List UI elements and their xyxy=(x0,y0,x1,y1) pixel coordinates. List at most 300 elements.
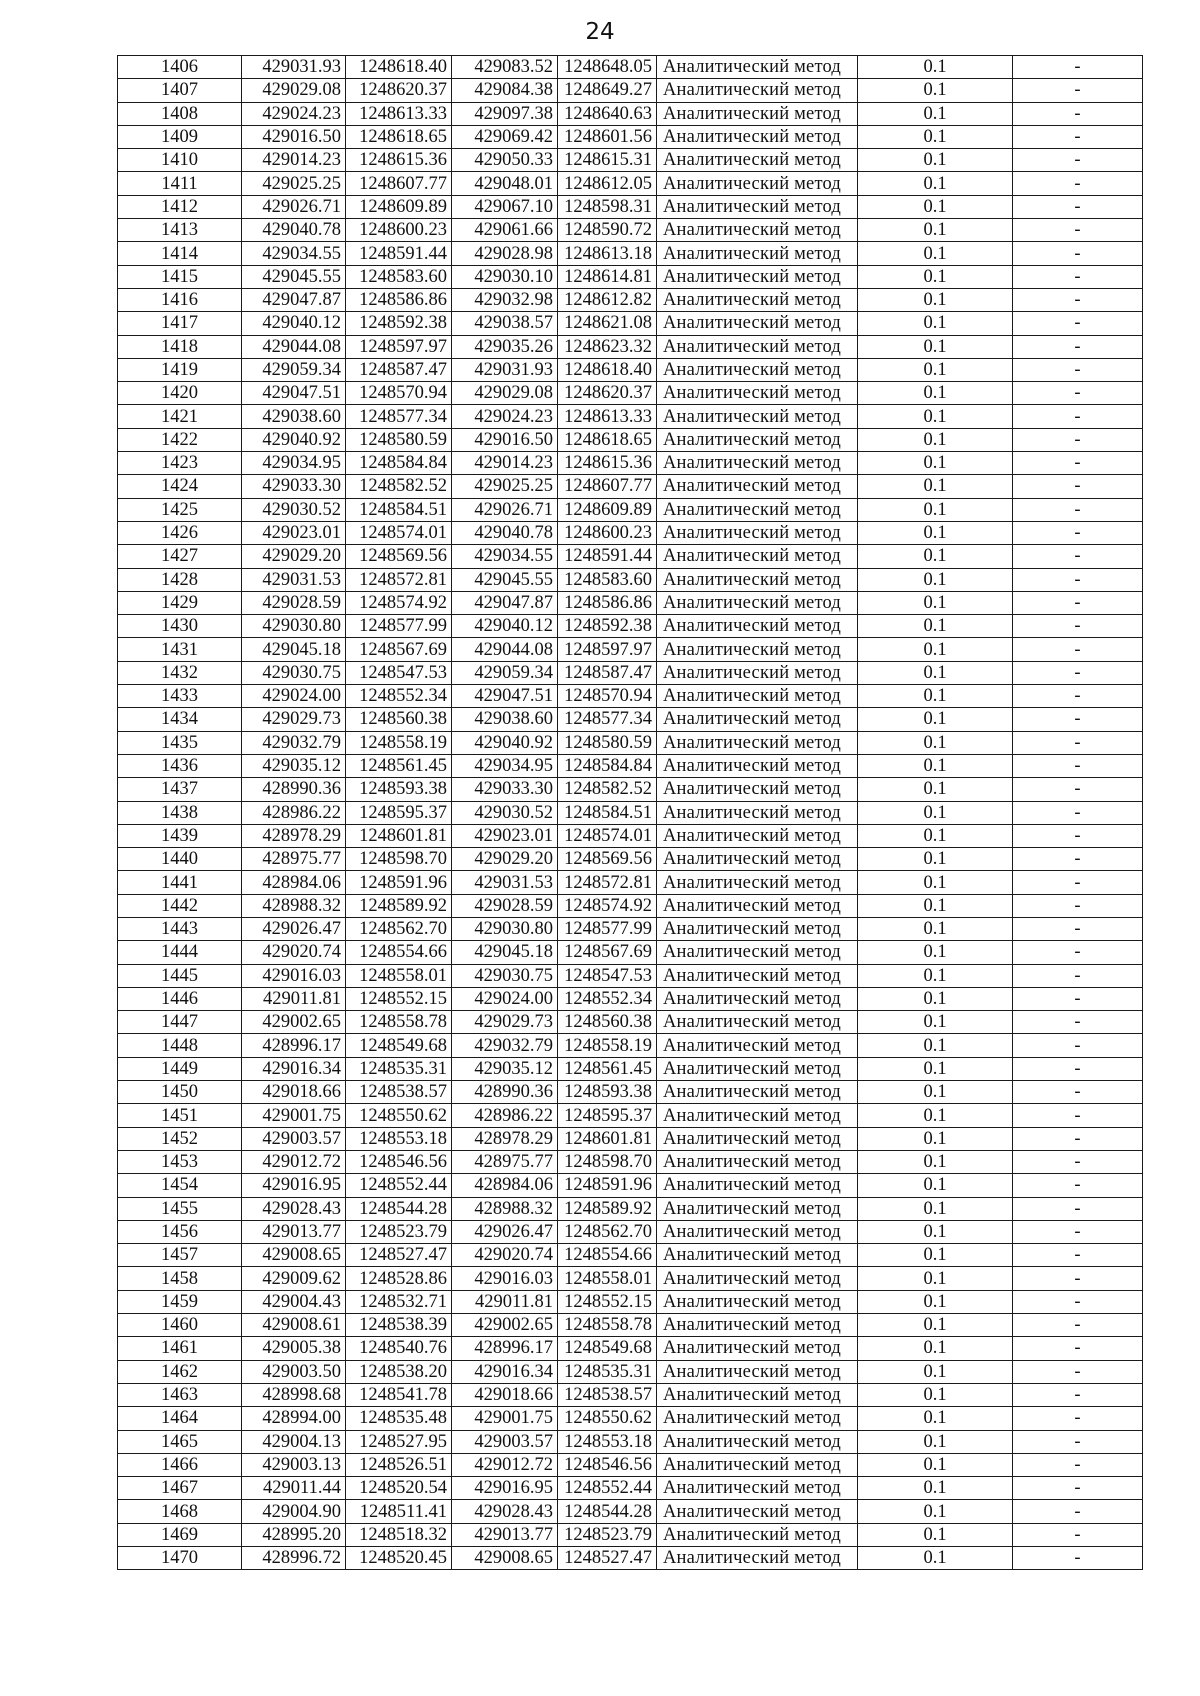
note-cell: - xyxy=(1013,242,1143,265)
method-cell: Аналитический метод xyxy=(657,568,858,591)
x-end-cell: 429031.53 xyxy=(452,871,558,894)
method-cell: Аналитический метод xyxy=(657,1220,858,1243)
accuracy-cell: 0.1 xyxy=(858,1360,1013,1383)
accuracy-cell: 0.1 xyxy=(858,871,1013,894)
note-cell: - xyxy=(1013,1383,1143,1406)
x-start-cell: 429012.72 xyxy=(242,1150,346,1173)
method-cell: Аналитический метод xyxy=(657,708,858,731)
x-end-cell: 428978.29 xyxy=(452,1127,558,1150)
y-start-cell: 1248569.56 xyxy=(346,545,452,568)
y-start-cell: 1248598.70 xyxy=(346,848,452,871)
note-cell: - xyxy=(1013,941,1143,964)
accuracy-cell: 0.1 xyxy=(858,1011,1013,1034)
y-end-cell: 1248615.36 xyxy=(558,452,657,475)
note-cell: - xyxy=(1013,685,1143,708)
y-end-cell: 1248572.81 xyxy=(558,871,657,894)
x-end-cell: 429008.65 xyxy=(452,1547,558,1570)
note-cell: - xyxy=(1013,452,1143,475)
method-cell: Аналитический метод xyxy=(657,1104,858,1127)
method-cell: Аналитический метод xyxy=(657,638,858,661)
y-start-cell: 1248546.56 xyxy=(346,1150,452,1173)
y-start-cell: 1248584.84 xyxy=(346,452,452,475)
y-start-cell: 1248574.01 xyxy=(346,521,452,544)
y-end-cell: 1248649.27 xyxy=(558,79,657,102)
point-number-cell: 1457 xyxy=(118,1244,242,1267)
point-number-cell: 1451 xyxy=(118,1104,242,1127)
table-row xyxy=(118,661,1143,684)
method-cell: Аналитический метод xyxy=(657,731,858,754)
x-start-cell: 429008.61 xyxy=(242,1314,346,1337)
point-number-cell: 1454 xyxy=(118,1174,242,1197)
y-end-cell: 1248549.68 xyxy=(558,1337,657,1360)
y-end-cell: 1248580.59 xyxy=(558,731,657,754)
x-start-cell: 429030.80 xyxy=(242,615,346,638)
note-cell: - xyxy=(1013,1407,1143,1430)
note-cell: - xyxy=(1013,1477,1143,1500)
x-end-cell: 428988.32 xyxy=(452,1197,558,1220)
note-cell: - xyxy=(1013,172,1143,195)
accuracy-cell: 0.1 xyxy=(858,219,1013,242)
point-number-cell: 1419 xyxy=(118,358,242,381)
accuracy-cell: 0.1 xyxy=(858,1174,1013,1197)
point-number-cell: 1465 xyxy=(118,1430,242,1453)
accuracy-cell: 0.1 xyxy=(858,1290,1013,1313)
note-cell: - xyxy=(1013,894,1143,917)
method-cell: Аналитический метод xyxy=(657,195,858,218)
note-cell: - xyxy=(1013,917,1143,940)
y-end-cell: 1248618.65 xyxy=(558,428,657,451)
table-row xyxy=(118,1220,1143,1243)
x-start-cell: 428978.29 xyxy=(242,824,346,847)
x-end-cell: 429038.60 xyxy=(452,708,558,731)
y-end-cell: 1248550.62 xyxy=(558,1407,657,1430)
x-end-cell: 429028.43 xyxy=(452,1500,558,1523)
y-start-cell: 1248527.47 xyxy=(346,1244,452,1267)
table-row xyxy=(118,288,1143,311)
note-cell: - xyxy=(1013,56,1143,79)
table-row xyxy=(118,638,1143,661)
accuracy-cell: 0.1 xyxy=(858,1523,1013,1546)
table-row xyxy=(118,801,1143,824)
y-end-cell: 1248612.05 xyxy=(558,172,657,195)
x-start-cell: 429034.55 xyxy=(242,242,346,265)
y-end-cell: 1248595.37 xyxy=(558,1104,657,1127)
method-cell: Аналитический метод xyxy=(657,685,858,708)
x-start-cell: 429020.74 xyxy=(242,941,346,964)
point-number-cell: 1441 xyxy=(118,871,242,894)
point-number-cell: 1458 xyxy=(118,1267,242,1290)
y-start-cell: 1248527.95 xyxy=(346,1430,452,1453)
table-row xyxy=(118,475,1143,498)
point-number-cell: 1433 xyxy=(118,685,242,708)
method-cell: Аналитический метод xyxy=(657,79,858,102)
note-cell: - xyxy=(1013,964,1143,987)
x-end-cell: 429034.95 xyxy=(452,754,558,777)
accuracy-cell: 0.1 xyxy=(858,778,1013,801)
x-start-cell: 429004.13 xyxy=(242,1430,346,1453)
y-start-cell: 1248552.15 xyxy=(346,987,452,1010)
x-end-cell: 429026.47 xyxy=(452,1220,558,1243)
table-row xyxy=(118,871,1143,894)
point-number-cell: 1456 xyxy=(118,1220,242,1243)
y-start-cell: 1248567.69 xyxy=(346,638,452,661)
y-start-cell: 1248538.39 xyxy=(346,1314,452,1337)
x-end-cell: 429016.03 xyxy=(452,1267,558,1290)
y-start-cell: 1248582.52 xyxy=(346,475,452,498)
table-row xyxy=(118,219,1143,242)
point-number-cell: 1410 xyxy=(118,149,242,172)
method-cell: Аналитический метод xyxy=(657,661,858,684)
table-row xyxy=(118,79,1143,102)
x-end-cell: 429045.55 xyxy=(452,568,558,591)
accuracy-cell: 0.1 xyxy=(858,1267,1013,1290)
note-cell: - xyxy=(1013,125,1143,148)
y-start-cell: 1248526.51 xyxy=(346,1453,452,1476)
table-row xyxy=(118,568,1143,591)
table-row xyxy=(118,731,1143,754)
accuracy-cell: 0.1 xyxy=(858,452,1013,475)
point-number-cell: 1425 xyxy=(118,498,242,521)
method-cell: Аналитический метод xyxy=(657,288,858,311)
accuracy-cell: 0.1 xyxy=(858,172,1013,195)
x-end-cell: 429030.52 xyxy=(452,801,558,824)
accuracy-cell: 0.1 xyxy=(858,917,1013,940)
y-start-cell: 1248595.37 xyxy=(346,801,452,824)
x-end-cell: 429031.93 xyxy=(452,358,558,381)
x-end-cell: 429023.01 xyxy=(452,824,558,847)
x-start-cell: 429031.93 xyxy=(242,56,346,79)
table-row xyxy=(118,1104,1143,1127)
accuracy-cell: 0.1 xyxy=(858,941,1013,964)
accuracy-cell: 0.1 xyxy=(858,1104,1013,1127)
table-row xyxy=(118,1430,1143,1453)
method-cell: Аналитический метод xyxy=(657,56,858,79)
accuracy-cell: 0.1 xyxy=(858,242,1013,265)
accuracy-cell: 0.1 xyxy=(858,894,1013,917)
table-row xyxy=(118,1011,1143,1034)
y-start-cell: 1248538.57 xyxy=(346,1081,452,1104)
point-number-cell: 1408 xyxy=(118,102,242,125)
method-cell: Аналитический метод xyxy=(657,428,858,451)
note-cell: - xyxy=(1013,1127,1143,1150)
table-row xyxy=(118,125,1143,148)
method-cell: Аналитический метод xyxy=(657,452,858,475)
x-end-cell: 429028.98 xyxy=(452,242,558,265)
x-start-cell: 428988.32 xyxy=(242,894,346,917)
note-cell: - xyxy=(1013,638,1143,661)
table-row xyxy=(118,358,1143,381)
accuracy-cell: 0.1 xyxy=(858,848,1013,871)
x-start-cell: 429047.51 xyxy=(242,382,346,405)
y-end-cell: 1248589.92 xyxy=(558,1197,657,1220)
y-start-cell: 1248553.18 xyxy=(346,1127,452,1150)
y-end-cell: 1248577.34 xyxy=(558,708,657,731)
note-cell: - xyxy=(1013,778,1143,801)
x-end-cell: 429014.23 xyxy=(452,452,558,475)
y-end-cell: 1248612.82 xyxy=(558,288,657,311)
y-end-cell: 1248600.23 xyxy=(558,521,657,544)
point-number-cell: 1407 xyxy=(118,79,242,102)
x-start-cell: 429026.47 xyxy=(242,917,346,940)
y-start-cell: 1248558.78 xyxy=(346,1011,452,1034)
y-end-cell: 1248601.81 xyxy=(558,1127,657,1150)
table-row xyxy=(118,452,1143,475)
y-end-cell: 1248553.18 xyxy=(558,1430,657,1453)
y-start-cell: 1248523.79 xyxy=(346,1220,452,1243)
table-row xyxy=(118,1523,1143,1546)
x-end-cell: 429001.75 xyxy=(452,1407,558,1430)
x-start-cell: 428990.36 xyxy=(242,778,346,801)
table-row xyxy=(118,1477,1143,1500)
x-start-cell: 428994.00 xyxy=(242,1407,346,1430)
y-start-cell: 1248549.68 xyxy=(346,1034,452,1057)
point-number-cell: 1406 xyxy=(118,56,242,79)
note-cell: - xyxy=(1013,848,1143,871)
accuracy-cell: 0.1 xyxy=(858,102,1013,125)
y-start-cell: 1248547.53 xyxy=(346,661,452,684)
y-end-cell: 1248586.86 xyxy=(558,591,657,614)
y-start-cell: 1248583.60 xyxy=(346,265,452,288)
y-start-cell: 1248592.38 xyxy=(346,312,452,335)
point-number-cell: 1413 xyxy=(118,219,242,242)
method-cell: Аналитический метод xyxy=(657,1174,858,1197)
method-cell: Аналитический метод xyxy=(657,615,858,638)
note-cell: - xyxy=(1013,1430,1143,1453)
point-number-cell: 1409 xyxy=(118,125,242,148)
x-end-cell: 428990.36 xyxy=(452,1081,558,1104)
accuracy-cell: 0.1 xyxy=(858,731,1013,754)
point-number-cell: 1435 xyxy=(118,731,242,754)
y-end-cell: 1248623.32 xyxy=(558,335,657,358)
accuracy-cell: 0.1 xyxy=(858,405,1013,428)
x-end-cell: 429020.74 xyxy=(452,1244,558,1267)
table-row xyxy=(118,1547,1143,1570)
x-end-cell: 429016.50 xyxy=(452,428,558,451)
x-end-cell: 429002.65 xyxy=(452,1314,558,1337)
method-cell: Аналитический метод xyxy=(657,1453,858,1476)
table-row xyxy=(118,149,1143,172)
accuracy-cell: 0.1 xyxy=(858,685,1013,708)
x-start-cell: 429028.59 xyxy=(242,591,346,614)
x-start-cell: 429005.38 xyxy=(242,1337,346,1360)
table-row xyxy=(118,1383,1143,1406)
method-cell: Аналитический метод xyxy=(657,475,858,498)
note-cell: - xyxy=(1013,358,1143,381)
x-end-cell: 429035.12 xyxy=(452,1057,558,1080)
note-cell: - xyxy=(1013,801,1143,824)
method-cell: Аналитический метод xyxy=(657,149,858,172)
table-row xyxy=(118,335,1143,358)
x-end-cell: 429025.25 xyxy=(452,475,558,498)
y-start-cell: 1248558.01 xyxy=(346,964,452,987)
x-start-cell: 429016.50 xyxy=(242,125,346,148)
x-start-cell: 429016.95 xyxy=(242,1174,346,1197)
table-row xyxy=(118,917,1143,940)
y-end-cell: 1248552.15 xyxy=(558,1290,657,1313)
y-start-cell: 1248552.34 xyxy=(346,685,452,708)
method-cell: Аналитический метод xyxy=(657,498,858,521)
y-start-cell: 1248538.20 xyxy=(346,1360,452,1383)
y-end-cell: 1248597.97 xyxy=(558,638,657,661)
point-number-cell: 1460 xyxy=(118,1314,242,1337)
point-number-cell: 1429 xyxy=(118,591,242,614)
accuracy-cell: 0.1 xyxy=(858,824,1013,847)
point-number-cell: 1449 xyxy=(118,1057,242,1080)
y-start-cell: 1248540.76 xyxy=(346,1337,452,1360)
x-end-cell: 429038.57 xyxy=(452,312,558,335)
accuracy-cell: 0.1 xyxy=(858,1383,1013,1406)
point-number-cell: 1426 xyxy=(118,521,242,544)
table-row xyxy=(118,1337,1143,1360)
y-start-cell: 1248520.54 xyxy=(346,1477,452,1500)
method-cell: Аналитический метод xyxy=(657,1244,858,1267)
method-cell: Аналитический метод xyxy=(657,894,858,917)
y-end-cell: 1248621.08 xyxy=(558,312,657,335)
table-row xyxy=(118,615,1143,638)
note-cell: - xyxy=(1013,405,1143,428)
x-end-cell: 429024.23 xyxy=(452,405,558,428)
table-row xyxy=(118,172,1143,195)
x-end-cell: 428996.17 xyxy=(452,1337,558,1360)
x-end-cell: 429045.18 xyxy=(452,941,558,964)
accuracy-cell: 0.1 xyxy=(858,1034,1013,1057)
method-cell: Аналитический метод xyxy=(657,1407,858,1430)
y-end-cell: 1248546.56 xyxy=(558,1453,657,1476)
point-number-cell: 1459 xyxy=(118,1290,242,1313)
note-cell: - xyxy=(1013,615,1143,638)
x-start-cell: 428975.77 xyxy=(242,848,346,871)
x-end-cell: 429034.55 xyxy=(452,545,558,568)
x-start-cell: 429040.12 xyxy=(242,312,346,335)
point-number-cell: 1461 xyxy=(118,1337,242,1360)
y-start-cell: 1248570.94 xyxy=(346,382,452,405)
table-row xyxy=(118,312,1143,335)
accuracy-cell: 0.1 xyxy=(858,545,1013,568)
x-start-cell: 428998.68 xyxy=(242,1383,346,1406)
method-cell: Аналитический метод xyxy=(657,917,858,940)
table-row xyxy=(118,591,1143,614)
point-number-cell: 1468 xyxy=(118,1500,242,1523)
point-number-cell: 1416 xyxy=(118,288,242,311)
point-number-cell: 1442 xyxy=(118,894,242,917)
y-end-cell: 1248609.89 xyxy=(558,498,657,521)
y-start-cell: 1248511.41 xyxy=(346,1500,452,1523)
note-cell: - xyxy=(1013,312,1143,335)
x-start-cell: 429045.18 xyxy=(242,638,346,661)
y-end-cell: 1248552.34 xyxy=(558,987,657,1010)
x-start-cell: 429044.08 xyxy=(242,335,346,358)
y-start-cell: 1248520.45 xyxy=(346,1547,452,1570)
x-end-cell: 429029.20 xyxy=(452,848,558,871)
x-end-cell: 429044.08 xyxy=(452,638,558,661)
y-start-cell: 1248584.51 xyxy=(346,498,452,521)
point-number-cell: 1448 xyxy=(118,1034,242,1057)
x-end-cell: 429067.10 xyxy=(452,195,558,218)
table-row xyxy=(118,1150,1143,1173)
x-start-cell: 429002.65 xyxy=(242,1011,346,1034)
x-end-cell: 429018.66 xyxy=(452,1383,558,1406)
table-row xyxy=(118,1081,1143,1104)
method-cell: Аналитический метод xyxy=(657,219,858,242)
x-start-cell: 429016.34 xyxy=(242,1057,346,1080)
accuracy-cell: 0.1 xyxy=(858,265,1013,288)
accuracy-cell: 0.1 xyxy=(858,1477,1013,1500)
note-cell: - xyxy=(1013,1220,1143,1243)
x-end-cell: 429028.59 xyxy=(452,894,558,917)
accuracy-cell: 0.1 xyxy=(858,1244,1013,1267)
x-start-cell: 429001.75 xyxy=(242,1104,346,1127)
y-end-cell: 1248538.57 xyxy=(558,1383,657,1406)
method-cell: Аналитический метод xyxy=(657,1197,858,1220)
table-row xyxy=(118,1453,1143,1476)
y-end-cell: 1248591.44 xyxy=(558,545,657,568)
note-cell: - xyxy=(1013,1523,1143,1546)
note-cell: - xyxy=(1013,1057,1143,1080)
x-start-cell: 429028.43 xyxy=(242,1197,346,1220)
accuracy-cell: 0.1 xyxy=(858,591,1013,614)
y-end-cell: 1248607.77 xyxy=(558,475,657,498)
x-end-cell: 429047.87 xyxy=(452,591,558,614)
accuracy-cell: 0.1 xyxy=(858,312,1013,335)
y-start-cell: 1248518.32 xyxy=(346,1523,452,1546)
method-cell: Аналитический метод xyxy=(657,1430,858,1453)
x-end-cell: 429026.71 xyxy=(452,498,558,521)
note-cell: - xyxy=(1013,754,1143,777)
method-cell: Аналитический метод xyxy=(657,964,858,987)
accuracy-cell: 0.1 xyxy=(858,1430,1013,1453)
table-row xyxy=(118,964,1143,987)
y-end-cell: 1248527.47 xyxy=(558,1547,657,1570)
x-start-cell: 429003.13 xyxy=(242,1453,346,1476)
table-row xyxy=(118,1197,1143,1220)
accuracy-cell: 0.1 xyxy=(858,521,1013,544)
method-cell: Аналитический метод xyxy=(657,778,858,801)
x-end-cell: 429050.33 xyxy=(452,149,558,172)
method-cell: Аналитический метод xyxy=(657,1267,858,1290)
table-row xyxy=(118,1407,1143,1430)
y-start-cell: 1248591.96 xyxy=(346,871,452,894)
x-end-cell: 429059.34 xyxy=(452,661,558,684)
x-start-cell: 429035.12 xyxy=(242,754,346,777)
table-row xyxy=(118,778,1143,801)
table-row xyxy=(118,56,1143,79)
note-cell: - xyxy=(1013,1081,1143,1104)
y-start-cell: 1248618.65 xyxy=(346,125,452,148)
note-cell: - xyxy=(1013,149,1143,172)
x-end-cell: 429040.12 xyxy=(452,615,558,638)
note-cell: - xyxy=(1013,428,1143,451)
point-number-cell: 1446 xyxy=(118,987,242,1010)
method-cell: Аналитический метод xyxy=(657,1081,858,1104)
accuracy-cell: 0.1 xyxy=(858,382,1013,405)
table-body xyxy=(118,56,1143,1570)
y-start-cell: 1248552.44 xyxy=(346,1174,452,1197)
x-start-cell: 428996.72 xyxy=(242,1547,346,1570)
point-number-cell: 1428 xyxy=(118,568,242,591)
accuracy-cell: 0.1 xyxy=(858,1150,1013,1173)
x-end-cell: 429016.34 xyxy=(452,1360,558,1383)
x-end-cell: 429029.08 xyxy=(452,382,558,405)
method-cell: Аналитический метод xyxy=(657,1500,858,1523)
table-row xyxy=(118,708,1143,731)
y-end-cell: 1248584.84 xyxy=(558,754,657,777)
note-cell: - xyxy=(1013,871,1143,894)
method-cell: Аналитический метод xyxy=(657,1057,858,1080)
page-number: 24 xyxy=(585,19,615,45)
accuracy-cell: 0.1 xyxy=(858,335,1013,358)
note-cell: - xyxy=(1013,265,1143,288)
accuracy-cell: 0.1 xyxy=(858,708,1013,731)
